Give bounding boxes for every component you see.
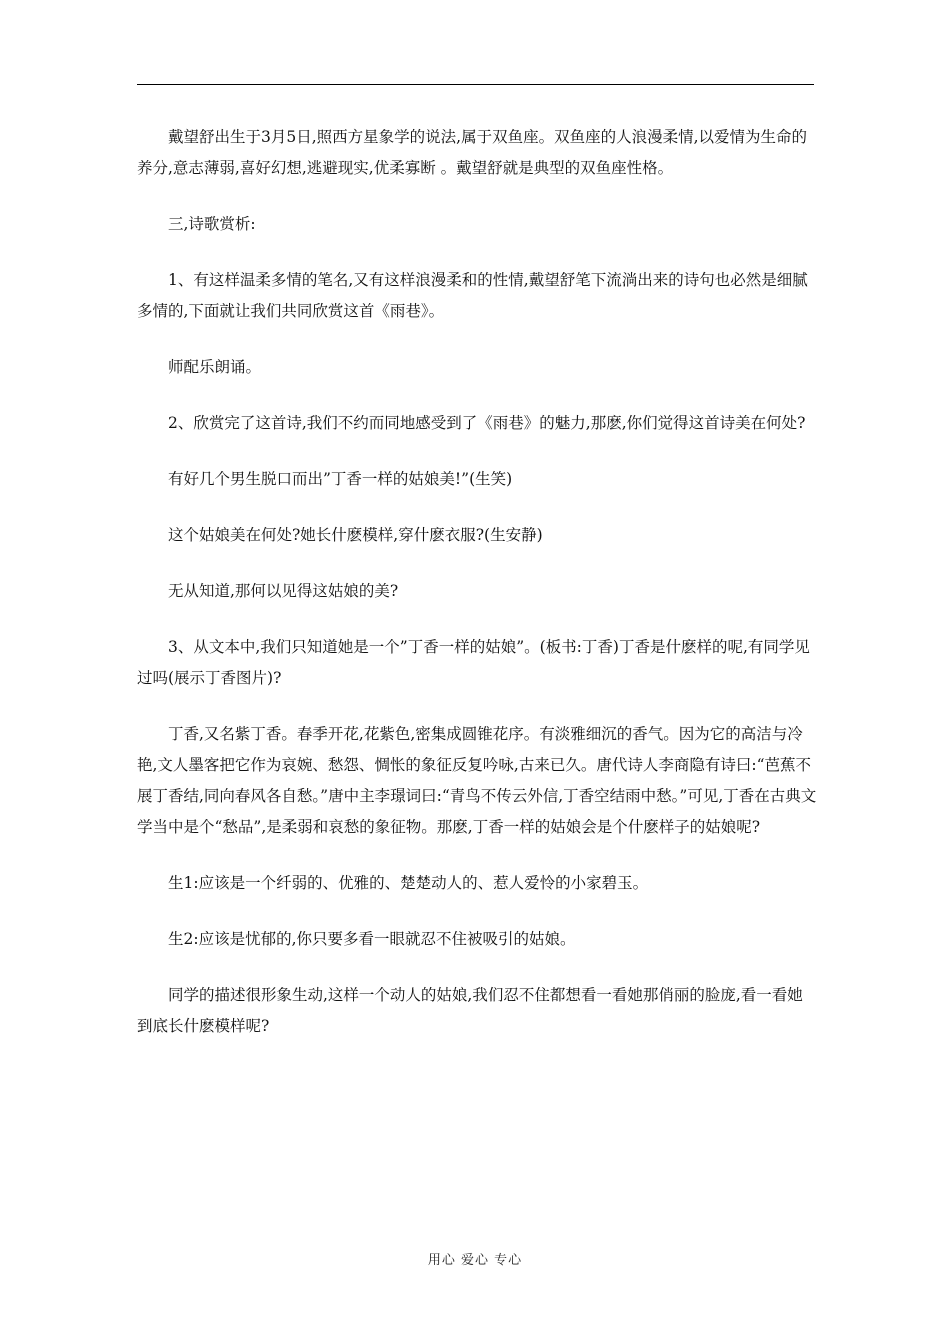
paragraph-birth-pisces: 戴望舒出生于3月5日,照西方星象学的说法,属于双鱼座。双鱼座的人浪漫柔情,以爱情为生命的养分,意志薄弱,喜好幻想,逃避现实,优柔寡断 。戴望舒就是典型的双鱼座性格。 <box>137 128 808 177</box>
paragraph-unknown-beauty: 无从知道,那何以见得这姑娘的美? <box>168 582 399 600</box>
paragraph-teacher-recital: 师配乐朗诵。 <box>168 358 262 376</box>
paragraph-step-1: 1、有这样温柔多情的笔名,又有这样浪漫柔和的性情,戴望舒笔下流淌出来的诗句也必然是细腻多情的,下面就让我们共同欣赏这首《雨巷》。 <box>137 271 808 320</box>
paragraph-step-3: 3、从文本中,我们只知道她是一个”丁香一样的姑娘”。(板书:丁香)丁香是什麽样的呢,有同学见过吗(展示丁香图片)? <box>137 638 810 687</box>
paragraph-lilac-description: 丁香,又名紫丁香。春季开花,花紫色,密集成圆锥花序。有淡雅细沉的香气。因为它的高洁与冷艳,文人墨客把它作为哀婉、愁怨、惆怅的象征反复吟咏,古来已久。唐代诗人李商隐有诗曰:“芭蕉不展丁香结,同向春风各自愁。”唐中主李璟词曰:“青鸟不传云外信,丁香空结雨中愁。”可见,丁香在古典文学当中是个“愁品”,是柔弱和哀愁的象征物。那麽,丁香一样的姑娘会是个什麽样子的姑娘呢? <box>137 725 817 836</box>
page-footer: 用心 爱心 专心 <box>427 1253 523 1268</box>
paragraph-question-appearance: 这个姑娘美在何处?她长什麽模样,穿什麽衣服?(生安静) <box>168 526 543 544</box>
paragraph-summary: 同学的描述很形象生动,这样一个动人的姑娘,我们忍不住都想看一看她那俏丽的脸庞,看一看她到底长什麽模样呢? <box>137 986 803 1035</box>
paragraph-step-2: 2、欣赏完了这首诗,我们不约而同地感受到了《雨巷》的魅力,那麽,你们觉得这首诗美在何处? <box>168 414 806 432</box>
document-body <box>137 122 817 1067</box>
paragraph-student-1: 生1:应该是一个纤弱的、优雅的、楚楚动人的、惹人爱怜的小家碧玉。 <box>168 874 649 892</box>
section-heading-poem-appreciation: 三,诗歌赏析: <box>168 215 256 233</box>
paragraph-student-2: 生2:应该是忧郁的,你只要多看一眼就忍不住被吸引的姑娘。 <box>168 930 576 948</box>
header-rule <box>137 84 814 85</box>
paragraph-students-answer: 有好几个男生脱口而出”丁香一样的姑娘美!”(生笑) <box>168 470 513 488</box>
